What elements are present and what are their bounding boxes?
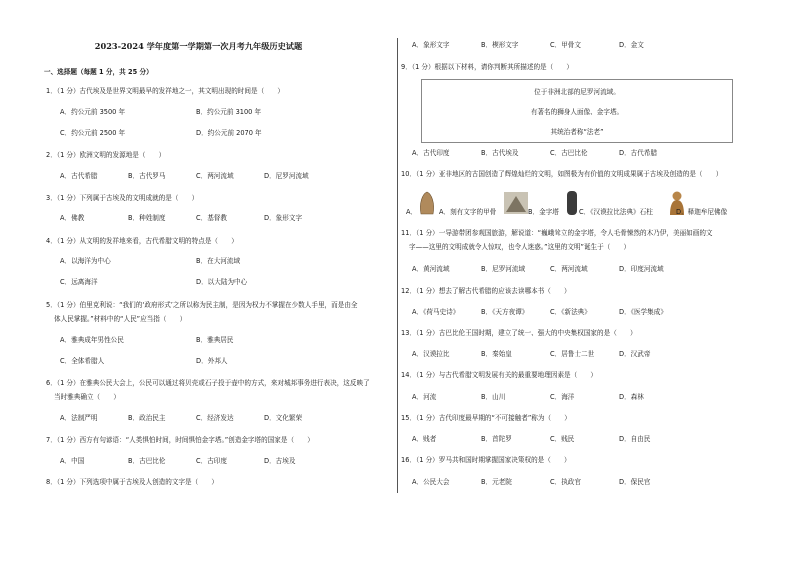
page-title: 2023-2024 学年度第一学期第一次月考九年级历史试题	[94, 41, 303, 51]
option: C．经济发达	[196, 414, 234, 422]
question-stem: 10．（1 分）亚非地区的古国创造了辉煌灿烂的文明，如图极为有价值的文明成果属于古埃及创造的是（ ）	[401, 170, 723, 178]
option: C．约公元前 2500 年	[60, 129, 126, 137]
option: C．两河流域	[550, 265, 588, 273]
question-stem: 8．（1 分）下列选项中属于古埃及人创造的文字是（ ）	[46, 478, 219, 486]
option: B．政治民主	[128, 414, 166, 422]
option: C．甲骨文	[550, 41, 581, 49]
pyramid-icon	[504, 192, 528, 214]
option: A．贱者	[412, 435, 437, 443]
option: D．约公元前 2070 年	[196, 129, 262, 137]
option: D．保民官	[619, 478, 651, 486]
option: B．金字塔	[528, 208, 559, 216]
option: D．印度河流域	[619, 265, 664, 273]
option: D．金文	[619, 41, 644, 49]
stele-icon	[566, 190, 578, 216]
question-stem: 5．（1 分）伯里克利说：“我们的‘政府形式’之所以称为民主制，是因为权力不掌握在少数人手里，而是由全	[46, 301, 358, 309]
option: B．楔形文字	[481, 41, 519, 49]
material-box	[421, 79, 733, 143]
option: D．以大陆为中心	[196, 278, 248, 286]
option: D．古代希腊	[619, 149, 658, 157]
question-stem: 3．（1 分）下列属于古埃及的文明成就的是（ ）	[46, 194, 199, 202]
option: B．首陀罗	[481, 435, 512, 443]
option: B．元老院	[481, 478, 512, 486]
option: C．《汉谟拉比法典》石柱	[579, 208, 653, 216]
option: D．森林	[619, 393, 644, 401]
option: B．秦始皇	[481, 350, 512, 358]
question-stem: 4．（1 分）从文明的发祥地来看，古代希腊文明的特点是（ ）	[46, 237, 238, 245]
question-stem: 6．（1 分）在雅典公民大会上，公民可以通过将贝壳或石子投于壶中的方式，来对城邦事务进行表决，这反映了	[46, 379, 370, 387]
option: B．约公元前 3100 年	[196, 108, 262, 116]
option: A．公民大会	[412, 478, 450, 486]
column-divider	[397, 38, 398, 493]
option: D．《医学集成》	[619, 308, 667, 316]
material-line: 有著名的狮身人面像、金字塔。	[530, 108, 624, 116]
question-stem: 7．（1 分）西方有句谚语：“人类惧怕时间，时间惧怕金字塔。”创造金字塔的国家是（ ）	[46, 436, 314, 444]
option: D．古埃及	[264, 457, 296, 465]
option: A．佛教	[60, 214, 85, 222]
option: B．古巴比伦	[128, 457, 166, 465]
option: B．雅典居民	[196, 336, 234, 344]
option: C．居鲁士二世	[550, 350, 595, 358]
option: A．汉谟拉比	[412, 350, 450, 358]
question-stem-cont: 字——这里的文明成就令人惊叹，也令人迷惑。”这里的文明”诞生于（ ）	[409, 243, 631, 251]
option: A．法制严明	[60, 414, 98, 422]
material-line: 位于非洲北部的尼罗河流域。	[534, 88, 620, 96]
question-stem: 1．（1 分）古代埃及是世界文明最早的发祥地之一，其文明出现的时间是（ ）	[46, 87, 284, 95]
option: C．贱民	[550, 435, 575, 443]
question-stem: 16．（1 分）罗马共和国时期掌握国家决策权的是（ ）	[401, 456, 571, 464]
question-stem-cont: 体人民掌握。”材料中的“人民”应当指（ ）	[54, 315, 187, 323]
option: B．尼罗河流域	[481, 265, 526, 273]
option: B．《天方夜谭》	[481, 308, 529, 316]
option: A．刻有文字的甲骨	[439, 208, 497, 216]
question-stem: 2．（1 分）欧洲文明的发源地是（ ）	[46, 151, 166, 159]
option: C．古巴比伦	[550, 149, 588, 157]
option: A．约公元前 3500 年	[60, 108, 126, 116]
option: D．自由民	[619, 435, 651, 443]
option: C．全体希腊人	[60, 357, 105, 365]
question-stem: 11．（1 分）一导游带团参观国旅游，解说道：“巍峨耸立的金字塔，令人毛骨悚然的木乃伊，美丽如画的文	[401, 229, 713, 237]
option: D．释迦牟尼佛像	[676, 208, 728, 216]
option: A．古代希腊	[60, 172, 98, 180]
option: A．雅典成年男性公民	[60, 336, 124, 344]
option: B．山川	[481, 393, 506, 401]
option: A．以海洋为中心	[60, 257, 111, 265]
option: B．种姓制度	[128, 214, 166, 222]
section-heading: 一、选择题（每题 1 分，共 25 分）	[44, 68, 153, 76]
option: D．外邦人	[196, 357, 228, 365]
material-line: 其统治者称“法老”	[550, 128, 604, 136]
option: A．《荷马史诗》	[412, 308, 460, 316]
option: C．古印度	[196, 457, 227, 465]
option: D．象形文字	[264, 214, 303, 222]
option: D．文化繁荣	[264, 414, 303, 422]
question-stem-cont: 当时雅典确立（ ）	[54, 393, 120, 401]
option: C．海洋	[550, 393, 575, 401]
option: C．基督教	[196, 214, 227, 222]
option: C．两河流域	[196, 172, 234, 180]
option: B．在大河流域	[196, 257, 241, 265]
option: C．远离海洋	[60, 278, 98, 286]
question-stem: 13．（1 分）古巴比伦王国时期，建立了统一、强大的中央集权国家的是（ ）	[401, 329, 637, 337]
option: B．古代埃及	[481, 149, 519, 157]
option: A．河流	[412, 393, 437, 401]
option: C．执政官	[550, 478, 581, 486]
option: A．古代印度	[412, 149, 450, 157]
question-stem: 12．（1 分）想去了解古代希腊的应该去读哪本书（ ）	[401, 287, 571, 295]
option: B．古代罗马	[128, 172, 166, 180]
question-stem: 15．（1 分）古代印度最早期的“不可接触者”称为（ ）	[401, 414, 571, 422]
option: D．尼罗河流域	[264, 172, 309, 180]
option: A．中国	[60, 457, 85, 465]
oracle-bone-icon	[417, 190, 437, 216]
question-stem: 9．（1 分）根据以下材料，请你判断其所描述的是（ ）	[401, 63, 574, 71]
option-letter: A．	[406, 208, 418, 216]
option: A．黄河流域	[412, 265, 450, 273]
option: C．《新法典》	[550, 308, 591, 316]
option: A．象形文字	[412, 41, 450, 49]
option: D．汉武帝	[619, 350, 651, 358]
question-stem: 14．（1 分）与古代希腊文明发展有关的最重要地理因素是（ ）	[401, 371, 598, 379]
